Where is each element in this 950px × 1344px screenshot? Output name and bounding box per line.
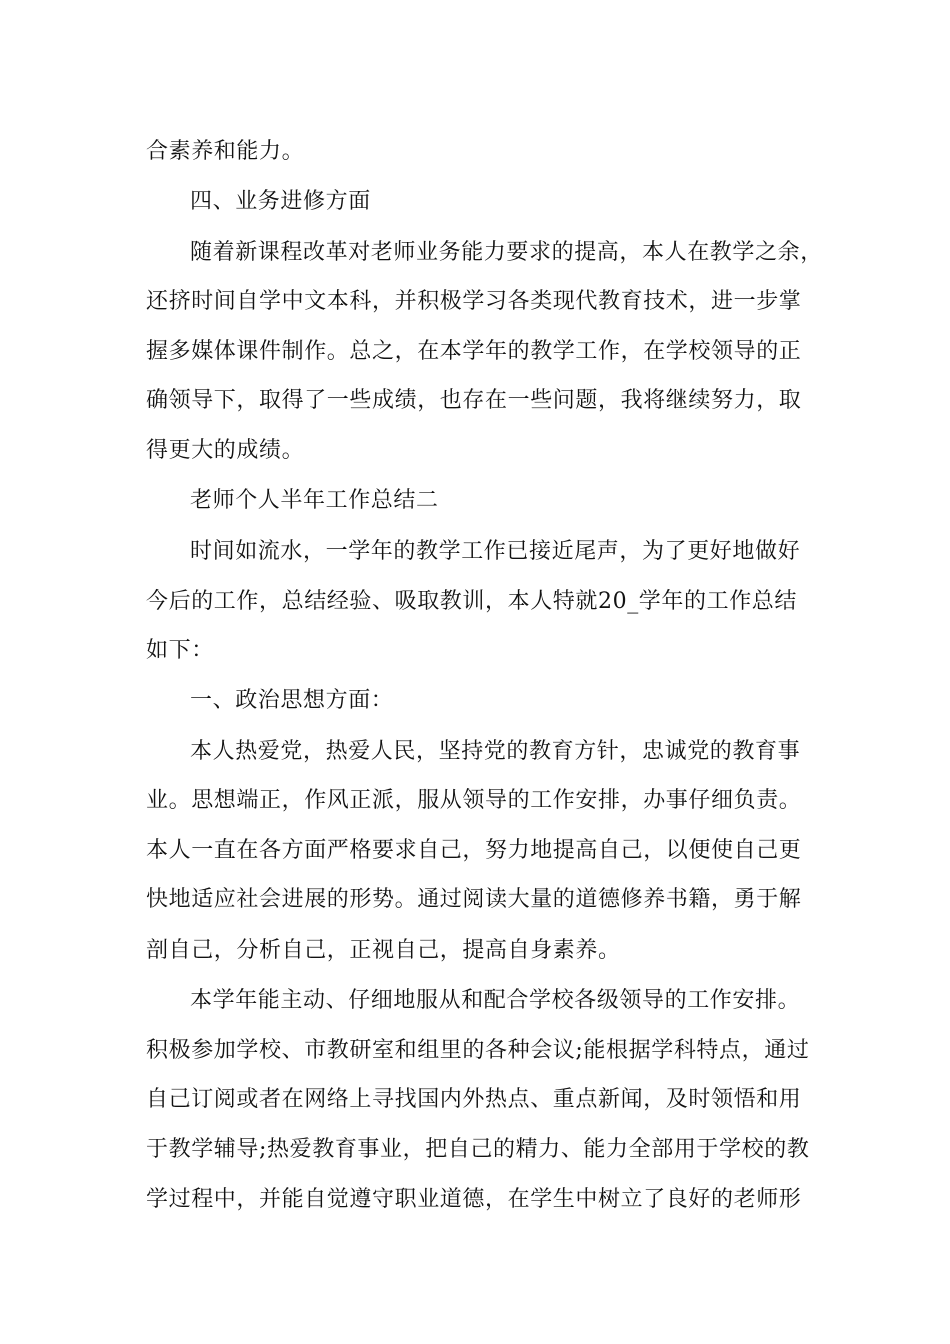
text-line: 本学年能主动、仔细地服从和配合学校各级领导的工作安排。	[190, 988, 801, 1013]
text-line: 时间如流水，一学年的教学工作已接近尾声，为了更好地做好	[190, 539, 801, 564]
text-line: 快地适应社会进展的形势。通过阅读大量的道德修养书籍，勇于解	[146, 887, 802, 912]
text-line: 得更大的成绩。	[146, 438, 305, 463]
text-line: 如下：	[146, 638, 214, 663]
text-line: 本人一直在各方面严格要求自己，努力地提高自己，以便使自己更	[146, 838, 802, 863]
text-line: 于教学辅导;热爱教育事业，把自己的精力、能力全部用于学校的教	[146, 1137, 810, 1162]
section-heading: 四、业务进修方面	[190, 189, 371, 214]
text-line: 随着新课程改革对老师业务能力要求的提高，本人在教学之余，	[190, 240, 823, 265]
text-line: 自己订阅或者在网络上寻找国内外热点、重点新闻，及时领悟和用	[146, 1087, 802, 1112]
text-line: 握多媒体课件制作。总之，在本学年的教学工作，在学校领导的正	[146, 339, 802, 364]
text-line: 积极参加学校、市教研室和组里的各种会议;能根据学科特点，通过	[146, 1038, 810, 1063]
section-heading: 一、政治思想方面：	[190, 688, 394, 713]
text-line: 今后的工作，总结经验、吸取教训，本人特就20_学年的工作总结	[146, 589, 797, 614]
text-line: 学过程中，并能自觉遵守职业道德，在学生中树立了良好的老师形	[146, 1187, 802, 1212]
text-line: 业。思想端正，作风正派，服从领导的工作安排，办事仔细负责。	[146, 788, 802, 813]
text-line: 合素养和能力。	[146, 139, 305, 164]
text-line: 还挤时间自学中文本科，并积极学习各类现代教育技术，进一步掌	[146, 289, 802, 314]
document-subtitle: 老师个人半年工作总结二	[190, 488, 439, 513]
text-line: 确领导下，取得了一些成绩，也存在一些问题，我将继续努力，取	[146, 388, 802, 413]
text-line: 本人热爱党，热爱人民，坚持党的教育方针，忠诚党的教育事	[190, 739, 801, 764]
text-line: 剖自己，分析自己，正视自己，提高自身素养。	[146, 938, 621, 963]
